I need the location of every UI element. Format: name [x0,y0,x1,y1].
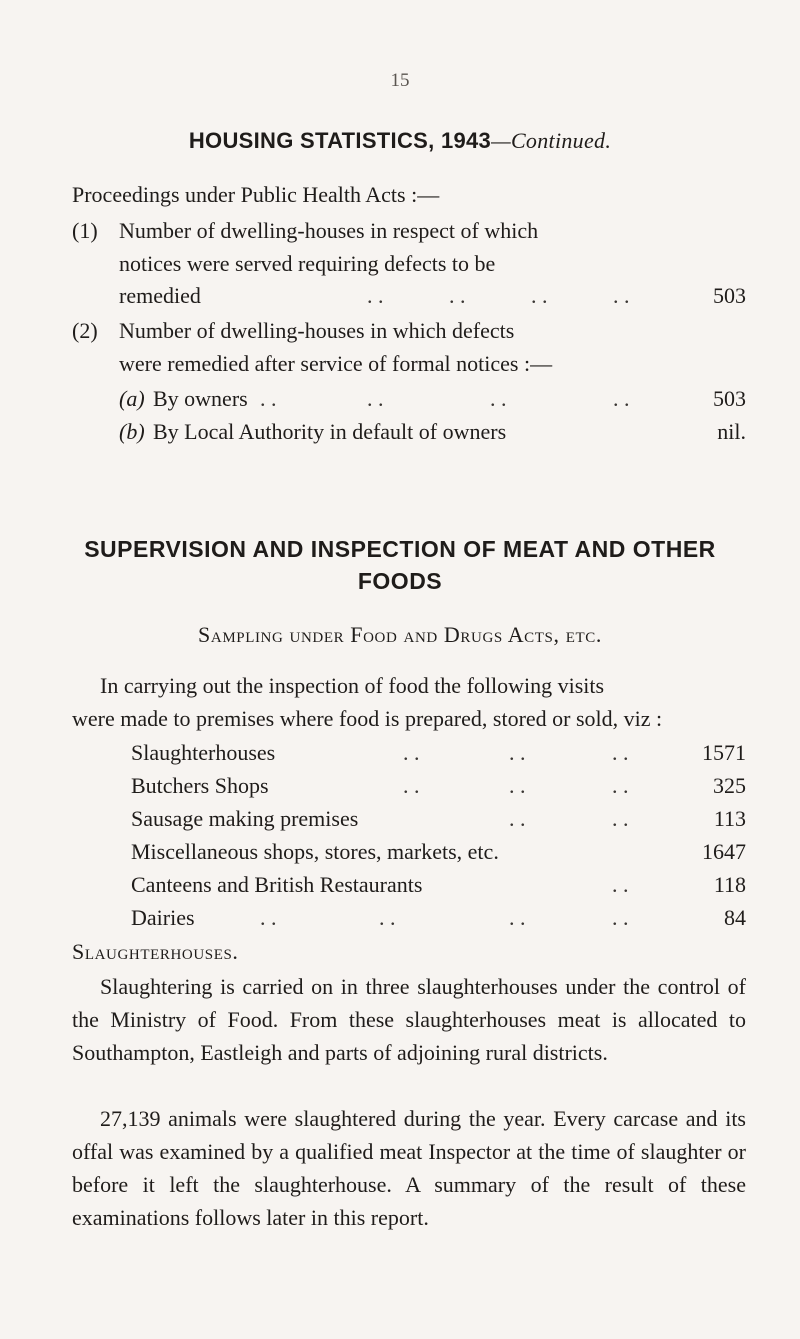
paragraph-text: Slaughtering is carried on in three slaughterhouses under the control of the Ministry of Food. From these slaughterhouses meat is allocated to Southampton, Eastleigh and parts of adjoining rural districts. [72,974,746,1065]
leader-dots: . . [403,773,420,798]
leader-dots: . . [379,905,396,930]
slaughterhouses-paragraph-2 [72,1102,746,1234]
proceedings-heading: Proceedings under Public Health Acts :— [72,182,440,207]
item2b-label: (b) [119,419,145,444]
visit-label: Dairies [131,905,195,930]
supervision-heading-line2: FOODS [357,568,443,594]
item2b-value: nil. [717,419,746,444]
leader-dots: . . [613,283,630,308]
visit-label: Canteens and British Restaurants [131,872,423,897]
leader-dots: . . [509,740,526,765]
leader-dots: . . [509,773,526,798]
leader-dots: . . [260,905,277,930]
visit-value: 325 [713,773,746,798]
visit-label: Sausage making premises [131,806,359,831]
slaughterhouses-heading: Slaughterhouses. [72,939,239,964]
item1-number: (1) [72,218,98,243]
housing-title: HOUSING STATISTICS, 1943 [188,128,492,153]
supervision-heading-line1: SUPERVISION AND INSPECTION OF MEAT AND OTHER [84,536,716,562]
item2a-value: 503 [713,386,746,411]
item1-line1: Number of dwelling-houses in respect of which [119,218,539,243]
paragraph-text: 27,139 animals were slaughtered during the year. Every carcase and its offal was examined by a qualified meat Inspector at the time of slaughter or before it left the slaughterhouse. A summary of the result of these examinations follows later in this report. [72,1106,746,1230]
leader-dots: . . [367,283,384,308]
leader-dots: . . [612,872,629,897]
housing-statistics-heading [0,128,800,154]
visit-value: 113 [713,806,746,831]
leader-dots: . . [367,386,384,411]
leader-dots: . . [613,386,630,411]
item2-number: (2) [72,318,98,343]
sampling-subheading: Sampling under Food and Drugs Acts, etc. [198,622,602,647]
leader-dots: . . [612,806,629,831]
visit-label: Slaughterhouses [131,740,276,765]
leader-dots: . . [403,740,420,765]
item2a-text: By owners [153,386,248,411]
visit-label: Butchers Shops [131,773,269,798]
intro-line1: In carrying out the inspection of food the following visits [100,673,605,698]
item2b-text: By Local Authority in default of owners [153,419,507,444]
visit-value: 1647 [702,839,746,864]
slaughterhouses-paragraph-1 [72,970,746,1069]
leader-dots: . . [449,283,466,308]
leader-dots: . . [612,740,629,765]
leader-dots: . . [509,806,526,831]
intro-line2: were made to premises where food is prepared, stored or sold, viz : [72,706,663,731]
leader-dots: . . [260,386,277,411]
leader-dots: . . [612,905,629,930]
visit-value: 118 [713,872,746,897]
continued-label: —Continued. [491,128,612,153]
item1-value: 503 [713,283,746,308]
visit-label: Miscellaneous shops, stores, markets, etc. [131,839,499,864]
page-number: 15 [390,70,410,91]
leader-dots: . . [509,905,526,930]
item2a-label: (a) [119,386,145,411]
leader-dots: . . [490,386,507,411]
visit-value: 84 [724,905,746,930]
item2-line1: Number of dwelling-houses in which defects [119,318,515,343]
item2-line2: were remedied after service of formal notices :— [119,351,553,376]
leader-dots: . . [531,283,548,308]
visit-value: 1571 [702,740,746,765]
item1-line2: notices were served requiring defects to be [119,251,496,276]
item1-line3: remedied [119,283,201,308]
leader-dots: . . [612,773,629,798]
